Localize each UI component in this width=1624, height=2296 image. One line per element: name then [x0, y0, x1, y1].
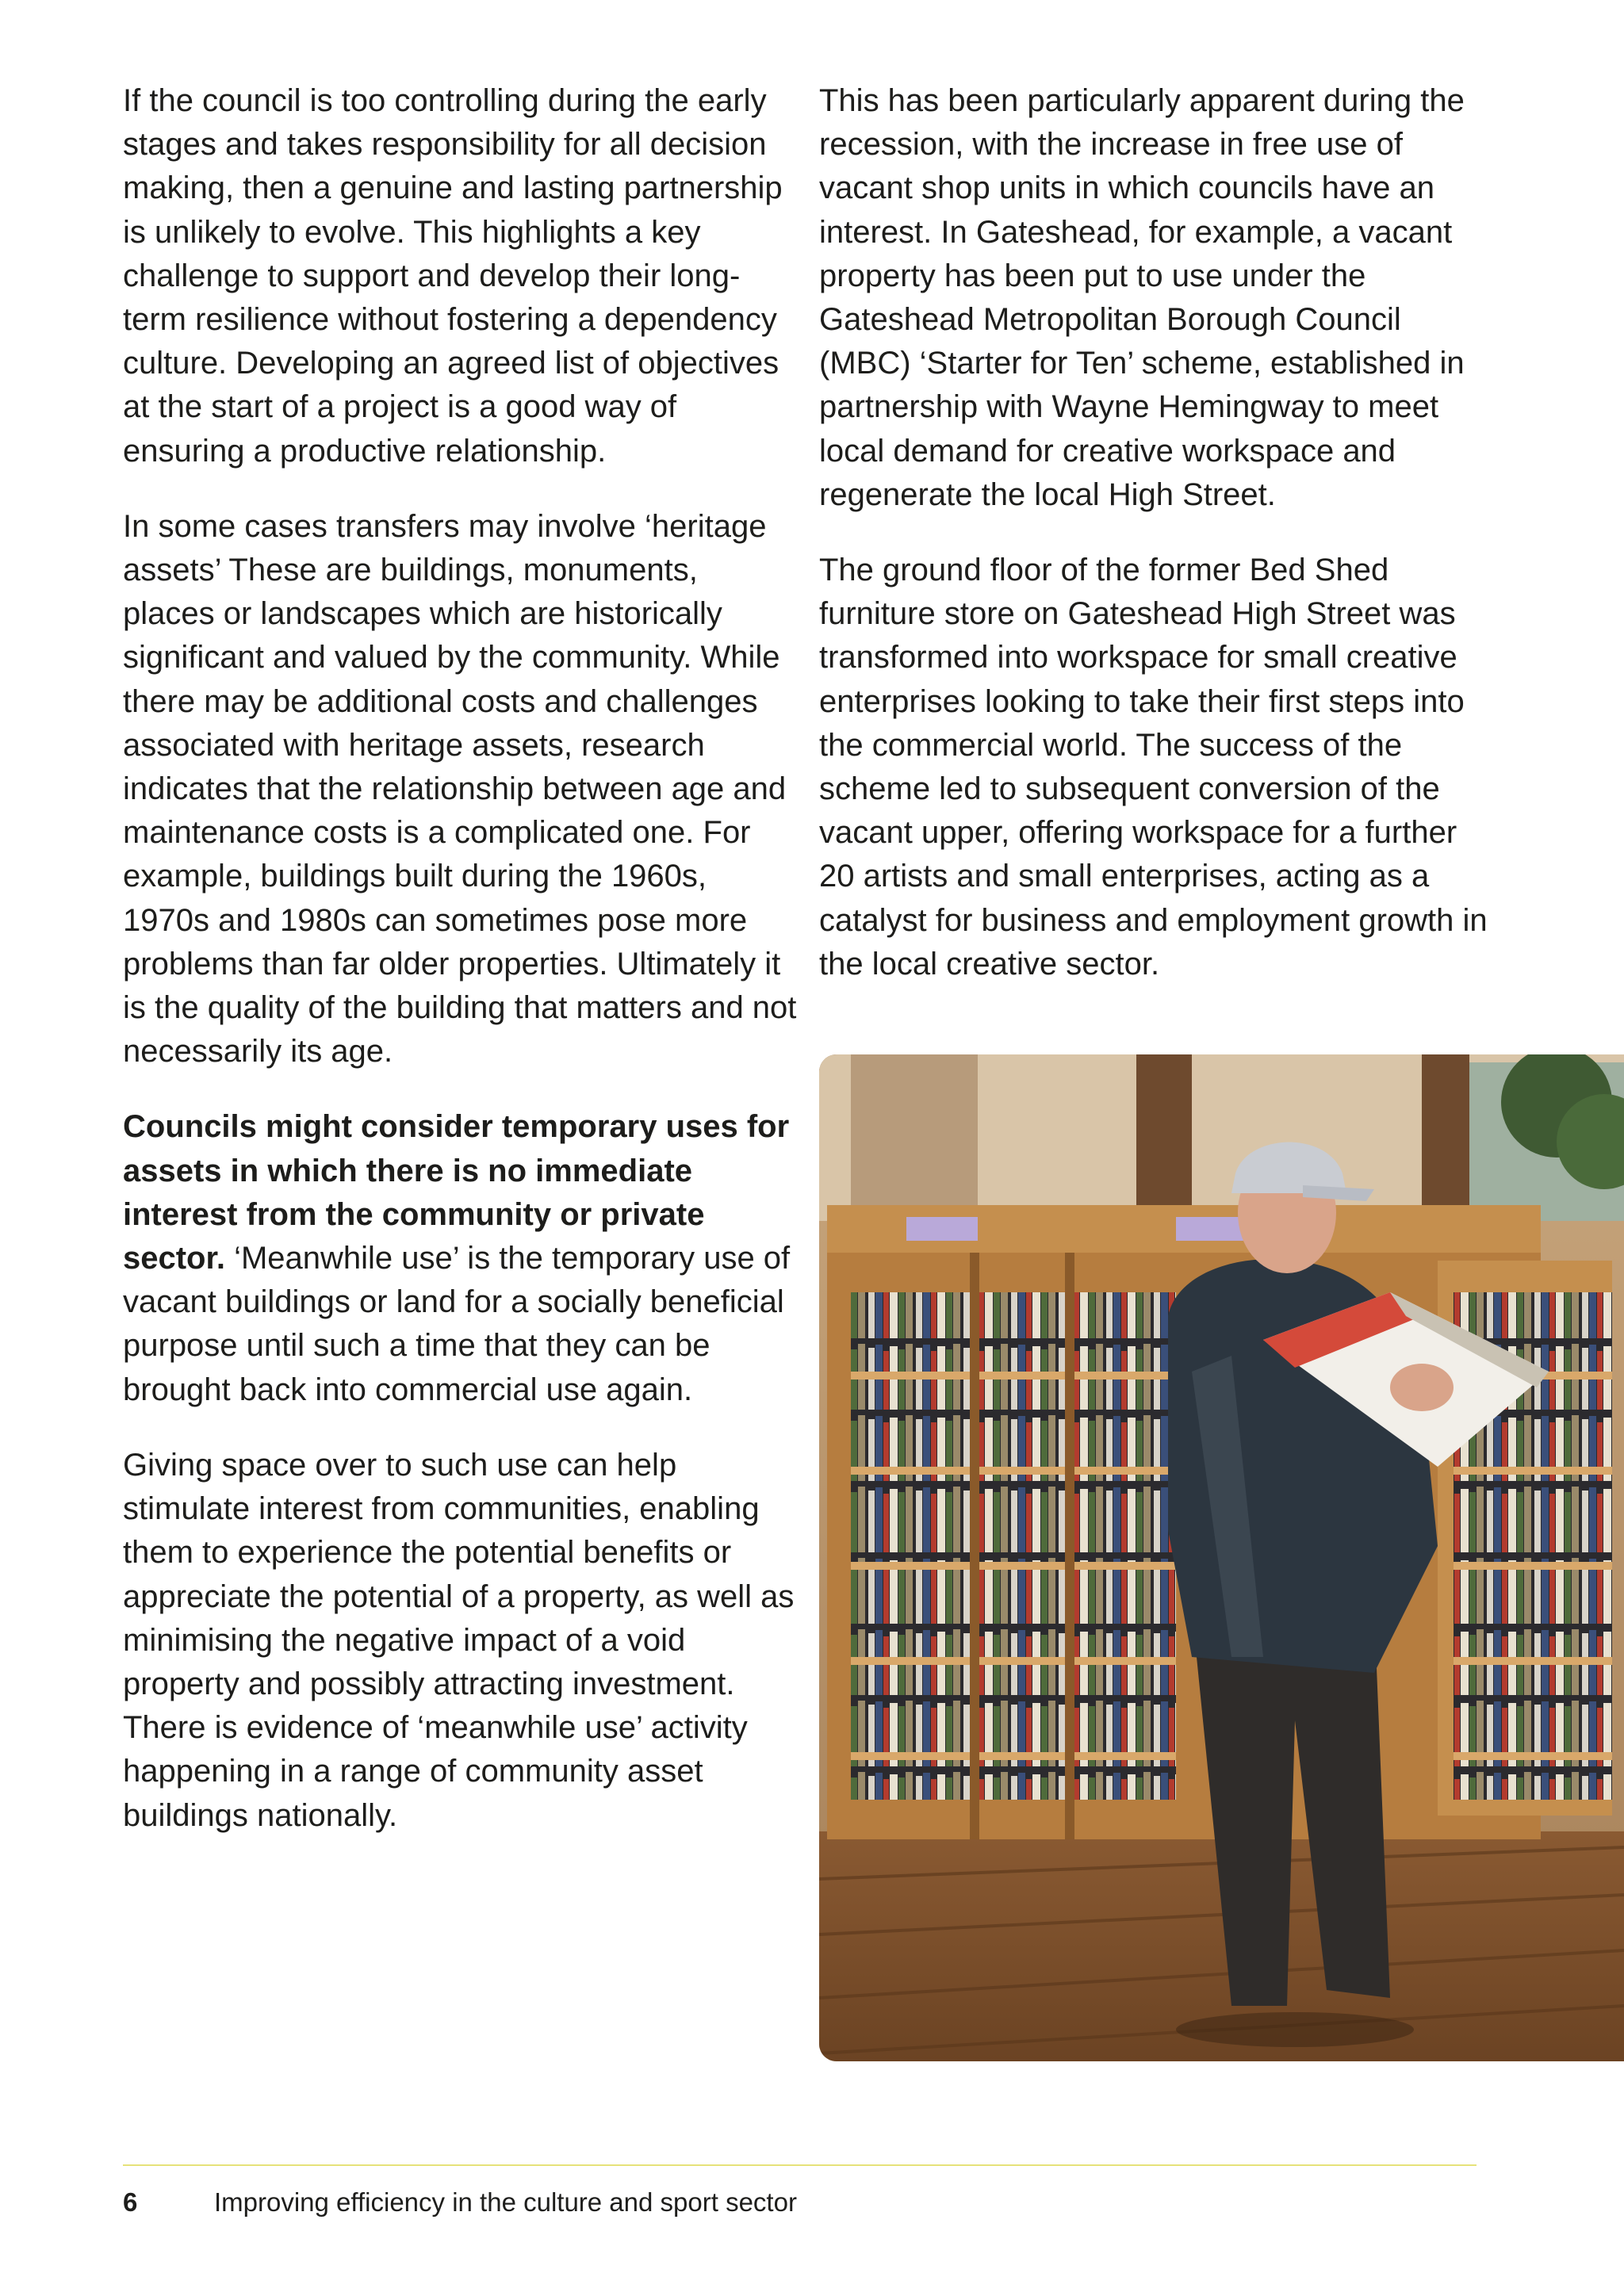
paragraph-partnership: If the council is too controlling during the early stages and takes responsibility for all decision making, then a genuine and lasting partnership is unlikely to evolve. This highlights a key challenge to support and develop their long-term resilience without fostering a dependency culture. Developing an agreed list of objectives at the start of a project is a good way of ensuring a productive relationship.: [123, 83, 783, 469]
paragraph-bed-shed: The ground floor of the former Bed Shed furniture store on Gateshead High Street was transformed into workspace for small creative enterprises looking to take their first steps into the commercial world. The success of the scheme led to subsequent conversion of the vacant upper, offering workspace for a further 20 artists and small enterprises, acting as a catalyst for business and employment growth in the local creative sector.: [819, 553, 1488, 982]
footer-rule: [123, 2164, 1477, 2166]
library-reader-illustration: [819, 1054, 1624, 2061]
footer-title: Improving efficiency in the culture and sport sector: [214, 2187, 797, 2217]
paragraph-meanwhile-use: Giving space over to such use can help stimulate interest from communities, enabling them to experience the potential benefits or appreciate the potential of a property, as well as minimising the negative impact of a void property and possibly attracting investment. There is evidence of ‘meanwhile use’ activity happening in a range of community asset buildings nationally.: [123, 1447, 795, 1833]
paragraph-heritage-assets: In some cases transfers may involve ‘heritage assets’ These are buildings, monuments, places or landscapes which are historically significant and valued by the community. While there may be additional costs and challenges associated with heritage assets, research indicates that the relationship between age and maintenance costs is a complicated one. For example, buildings built during the 1960s, 1970s and 1980s can sometimes pose more problems than far older properties. Ultimately it is the quality of the building that matters and not necessarily its age.: [123, 508, 797, 1070]
left-column: [123, 79, 797, 1869]
library-photo: [819, 1054, 1624, 2061]
page-number: 6: [123, 2187, 138, 2217]
temporary-uses-lead: Councils might consider temporary uses for assets in which there is no immediate interest from the community or private sector.: [123, 1109, 790, 1276]
paragraph-temporary-uses: [123, 1105, 797, 1411]
paragraph-recession: This has been particularly apparent during the recession, with the increase in free use of vacant shop units in which councils have an interest. In Gateshead, for example, a vacant property has been put to use under the Gateshead Metropolitan Borough Council (MBC) ‘Starter for Ten’ scheme, established in partnership with Wayne Hemingway to meet local demand for creative workspace and regenerate the local High Street.: [819, 83, 1465, 512]
page-footer: [123, 2187, 797, 2218]
temporary-uses-body: ‘Meanwhile use’ is the temporary use of vacant buildings or land for a socially beneficial purpose until such a time that they can be brought back into commercial use again.: [123, 1241, 791, 1407]
right-column: [819, 79, 1493, 1018]
